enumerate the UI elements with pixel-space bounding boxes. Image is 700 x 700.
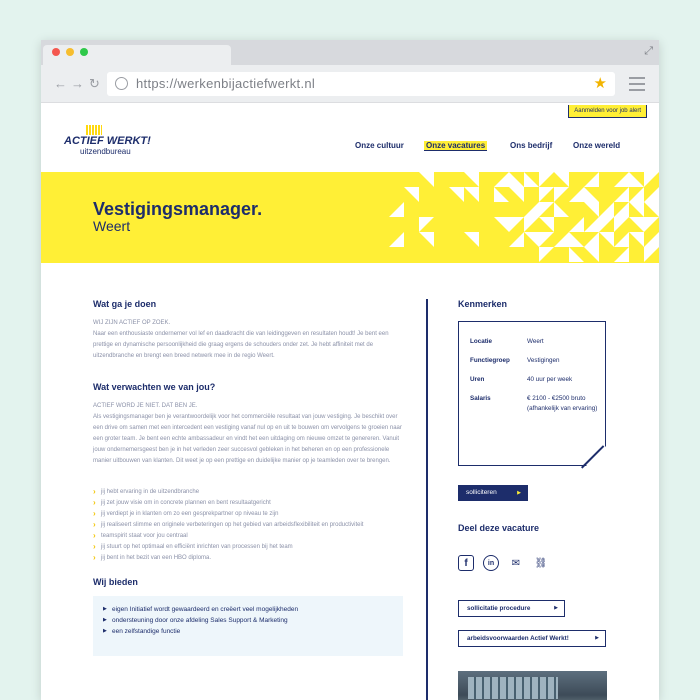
browser-window <box>41 40 659 700</box>
pattern-triangle <box>629 202 644 217</box>
pattern-triangle <box>539 187 554 202</box>
mail-icon[interactable]: ✉ <box>511 557 521 569</box>
pattern-triangle <box>389 202 404 217</box>
pattern-triangle <box>539 247 554 262</box>
logo-subtitle: uitzendbureau <box>80 147 131 156</box>
pattern-triangle <box>554 232 569 247</box>
pattern-triangle <box>404 187 419 202</box>
forward-icon[interactable]: → <box>71 76 84 91</box>
list-item: ▶ een zelfstandige functie <box>103 626 395 637</box>
pattern-triangle <box>494 172 509 187</box>
logo-name: ACTIEF WERKT! <box>64 135 151 147</box>
sollicitatie-procedure-button[interactable]: sollicitatie procedure ▶ <box>458 600 565 617</box>
linkedin-icon[interactable]: in <box>483 555 499 571</box>
pattern-triangle <box>614 232 629 247</box>
pattern-triangle <box>464 172 479 187</box>
facebook-icon[interactable]: f <box>458 555 474 571</box>
pattern-triangle <box>614 172 629 187</box>
pattern-triangle <box>419 232 434 247</box>
job-location: Weert <box>93 218 131 234</box>
pattern-triangle <box>569 217 584 232</box>
pattern-triangle <box>599 217 614 232</box>
section1-lead: WIJ ZIJN ACTIEF OP ZOEK. <box>93 320 171 326</box>
list-item: › jij hebt ervaring in de uitzendbranche <box>93 487 403 498</box>
pattern-triangle <box>614 217 629 232</box>
section-heading-wat-ga-je-doen: Wat ga je doen <box>93 299 157 309</box>
pattern-triangle <box>599 202 614 217</box>
offers-list <box>93 596 403 656</box>
close-window-button[interactable] <box>52 48 60 56</box>
kenmerk-label: Uren <box>470 376 485 383</box>
pattern-triangle <box>629 232 644 247</box>
kenmerk-value: € 2100 - €2500 bruto (afhankelijk van ervaring) <box>527 395 598 412</box>
section1-text: Naar een enthousiaste ondernemer vol lef en daadkracht die van leidinggeven en resultaten houdt! Je bent een prettige en dynamische persoonlijkheid die graag ergens de schouders onder zet. Je hebt affiniteit met de uitzendbranche en brengt een breed netwerk mee in de regio Weert. <box>93 331 389 359</box>
reload-icon[interactable]: ↻ <box>89 76 100 91</box>
kenmerk-value: 40 uur per week <box>527 376 573 383</box>
pattern-triangle <box>584 247 599 262</box>
pattern-triangle <box>629 217 644 232</box>
list-item: › teamspirit staat voor jou centraal <box>93 531 403 542</box>
kenmerken-heading: Kenmerken <box>458 299 508 309</box>
kenmerken-box <box>458 321 606 466</box>
pattern-triangle <box>524 202 539 217</box>
sidebar <box>458 299 618 642</box>
pattern-triangle <box>569 232 584 247</box>
pattern-triangle <box>644 187 659 202</box>
pattern-triangle <box>569 247 584 262</box>
job-title: Vestigingsmanager. <box>93 199 263 219</box>
section2-lead: ACTIEF WORD JE NIET. DAT BEN JE. <box>93 403 198 409</box>
link-icon[interactable]: ⛓ <box>534 557 548 569</box>
pattern-triangle <box>584 217 599 232</box>
title-bar <box>41 40 659 65</box>
nav-onze-vacatures[interactable]: Onze vacatures <box>426 141 486 150</box>
pattern-triangle <box>644 232 659 247</box>
pattern-triangle <box>419 217 434 232</box>
back-icon[interactable]: ← <box>54 76 67 91</box>
list-item: › jij zet jouw visie om in concrete plannen en bent resultaatgericht <box>93 498 403 509</box>
pattern-triangle <box>524 232 539 247</box>
pattern-triangle <box>509 217 524 232</box>
pattern-triangle <box>584 232 599 247</box>
section-heading-wij-bieden: Wij bieden <box>93 577 138 587</box>
solliciteren-button[interactable]: solliciteren ▶ <box>458 485 528 501</box>
pattern-triangle <box>644 217 659 232</box>
maximize-window-button[interactable] <box>80 48 88 56</box>
list-item: ▶ eigen Initiatief wordt gewaardeerd en creëert veel mogelijkheden <box>103 604 395 615</box>
address-bar[interactable] <box>107 72 615 96</box>
kenmerk-value: Vestigingen <box>527 357 560 364</box>
kenmerk-label: Locatie <box>470 338 493 345</box>
pattern-triangle <box>584 187 599 202</box>
pattern-triangle <box>494 187 509 202</box>
browser-toolbar <box>41 65 659 103</box>
pattern-triangle <box>539 172 554 187</box>
pattern-triangle <box>614 247 629 262</box>
pattern-triangle <box>494 217 509 232</box>
list-item: › jij stuurt op het optimaal en efficiënt inrichten van processen bij het team <box>93 542 403 553</box>
pattern-triangle <box>644 202 659 217</box>
pattern-triangle <box>629 187 644 202</box>
section2-text: Als vestigingsmanager ben je verantwoordelijk voor het commerciële resultaat van jouw vestiging. Je beschikt over een drive om samen met een intercedent een vestiging vanaf nul op en uit te bouwen om vervolgens te groeien naar een groter team. Je bent een echte ambassadeur en vindt het een uitdaging om nieuwe omzet te genereren. Vanuit jouw ondernemersgeest ben je in het verleden zeer succesvol gebleken in het beheren en op een professionele manier uitbouwen van klanten. Dit weet je op een prettige en duidelijke manier op je teamleden over te brengen. <box>93 414 402 464</box>
pattern-triangle <box>569 187 584 202</box>
pattern-triangle <box>509 172 524 187</box>
pattern-triangle <box>449 187 464 202</box>
triangle-pattern <box>329 172 659 263</box>
pattern-triangle <box>554 172 569 187</box>
pattern-triangle <box>554 187 569 202</box>
page-content <box>41 103 659 700</box>
pattern-triangle <box>524 217 539 232</box>
pattern-triangle <box>509 187 524 202</box>
pattern-triangle <box>644 247 659 262</box>
list-item: ▶ ondersteuning door onze afdeling Sales Support & Marketing <box>103 615 395 626</box>
column-divider <box>426 299 428 700</box>
requirements-list <box>93 487 403 564</box>
expand-icon[interactable]: ⤢ <box>644 45 653 57</box>
pattern-triangle <box>539 202 554 217</box>
pattern-triangle <box>629 172 644 187</box>
nav-onze-wereld[interactable]: Onze wereld <box>573 141 621 150</box>
hamburger-menu-icon[interactable] <box>629 77 645 95</box>
box-corner-cut <box>585 445 607 467</box>
kenmerk-value: Weert <box>527 338 544 345</box>
pattern-triangle <box>539 232 554 247</box>
list-item: › jij realiseert slimme en originele verbeteringen op het gebied van arbeidsflexibiliteit en productiviteit <box>93 520 403 531</box>
pattern-triangle <box>614 202 629 217</box>
job-description <box>93 299 403 656</box>
job-alert-button[interactable]: Aanmelden voor job alert <box>568 105 647 118</box>
nav-ons-bedrijf[interactable]: Ons bedrijf <box>510 141 553 150</box>
nav-onze-cultuur[interactable]: Onze cultuur <box>355 141 404 150</box>
pattern-triangle <box>584 172 599 187</box>
section-heading-wat-verwachten: Wat verwachten we van jou? <box>93 382 216 392</box>
pattern-triangle <box>614 187 629 202</box>
arbeidsvoorwaarden-button[interactable]: arbeidsvoorwaarden Actief Werkt! ▶ <box>458 630 606 647</box>
bookmark-star-icon[interactable]: ★ <box>593 75 607 92</box>
kenmerk-label: Salaris <box>470 395 491 402</box>
list-item: › jij verdiept je in klanten om zo een gesprekpartner op niveau te zijn <box>93 509 403 520</box>
pattern-triangle <box>464 187 479 202</box>
kenmerk-label: Functiegroep <box>470 357 510 364</box>
list-item: › jij bent in het bezit van een HBO diploma. <box>93 553 403 564</box>
minimize-window-button[interactable] <box>66 48 74 56</box>
pattern-triangle <box>509 232 524 247</box>
share-icons <box>458 555 549 571</box>
pattern-triangle <box>464 232 479 247</box>
office-photo <box>458 671 607 700</box>
pattern-triangle <box>389 232 404 247</box>
pattern-triangle <box>644 172 659 187</box>
globe-icon <box>115 77 128 90</box>
pattern-triangle <box>599 232 614 247</box>
pattern-triangle <box>524 172 539 187</box>
url-text[interactable]: https://werkenbijactiefwerkt.nl <box>136 76 316 91</box>
pattern-triangle <box>584 202 599 217</box>
logo-mark-icon <box>86 125 102 135</box>
pattern-triangle <box>419 172 434 187</box>
pattern-triangle <box>554 202 569 217</box>
pattern-triangle <box>539 217 554 232</box>
share-heading: Deel deze vacature <box>458 523 540 533</box>
hero-banner <box>41 172 659 263</box>
